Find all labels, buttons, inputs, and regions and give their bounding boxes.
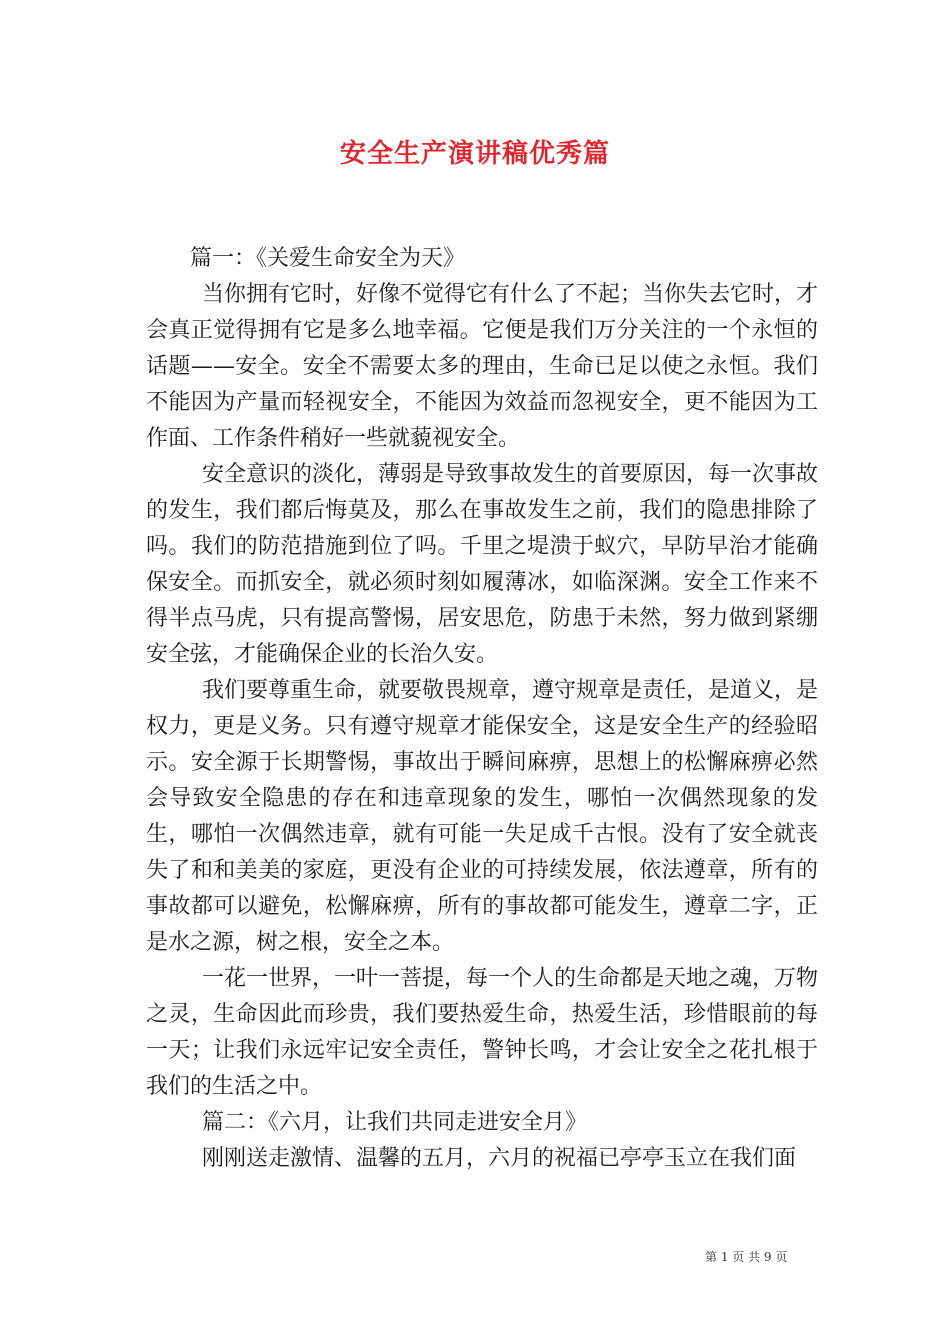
paragraph-4: 一花一世界，一叶一菩提，每一个人的生命都是天地之魂，万物之灵，生命因此而珍贵，我们要热爱生命，热爱生活，珍惜眼前的每一天；让我们永远牢记安全责任，警钟长鸣，才会让安全之花扎根于我们的生活之中。 [146, 966, 819, 1099]
document-title: 安全生产演讲稿优秀篇 [339, 139, 610, 169]
page-number: 第 1 页 共 9 页 [705, 1250, 788, 1264]
paragraph-5: 刚刚送走激情、温馨的五月，六月的祝福已亭亭玉立在我们面 [202, 1146, 797, 1171]
paragraph-2: 安全意识的淡化，薄弱是导致事故发生的首要原因，每一次事故的发生，我们都后悔莫及，那么在事故发生之前，我们的隐患排除了吗。我们的防范措施到位了吗。千里之堤溃于蚁穴，早防早治才能确保安全。而抓安全，就必须时刻如履薄冰，如临深渊。安全工作来不得半点马虎，只有提高警惕，居安思危，防患于未然，努力做到紧绷安全弦，才能确保企业的长治久安。 [146, 462, 819, 667]
paragraph-1: 当你拥有它时，好像不觉得它有什么了不起；当你失去它时，才会真正觉得拥有它是多么地幸福。它便是我们万分关注的一个永恒的话题——安全。安全不需要太多的理由，生命已足以使之永恒。我们不能因为产量而轻视安全，不能因为效益而忽视安全，更不能因为工作面、工作条件稍好一些就藐视安全。 [146, 282, 819, 451]
document-body [146, 241, 818, 1177]
section-heading-1: 篇一：《关爱生命安全为天》 [190, 246, 466, 271]
section-heading-2: 篇二：《六月，让我们共同走进安全月》 [202, 1110, 588, 1135]
paragraph-3: 我们要尊重生命，就要敬畏规章，遵守规章是责任，是道义，是权力，更是义务。只有遵守规章才能保安全，这是安全生产的经验昭示。安全源于长期警惕，事故出于瞬间麻痹，思想上的松懈麻痹必然会导致安全隐患的存在和违章现象的发生，哪怕一次偶然现象的发生，哪怕一次偶然违章，就有可能一失足成千古恨。没有了安全就丧失了和和美美的家庭，更没有企业的可持续发展，依法遵章，所有的事故都可以避免，松懈麻痹，所有的事故都可能发生，遵章二字，正是水之源，树之根，安全之本。 [146, 678, 819, 955]
